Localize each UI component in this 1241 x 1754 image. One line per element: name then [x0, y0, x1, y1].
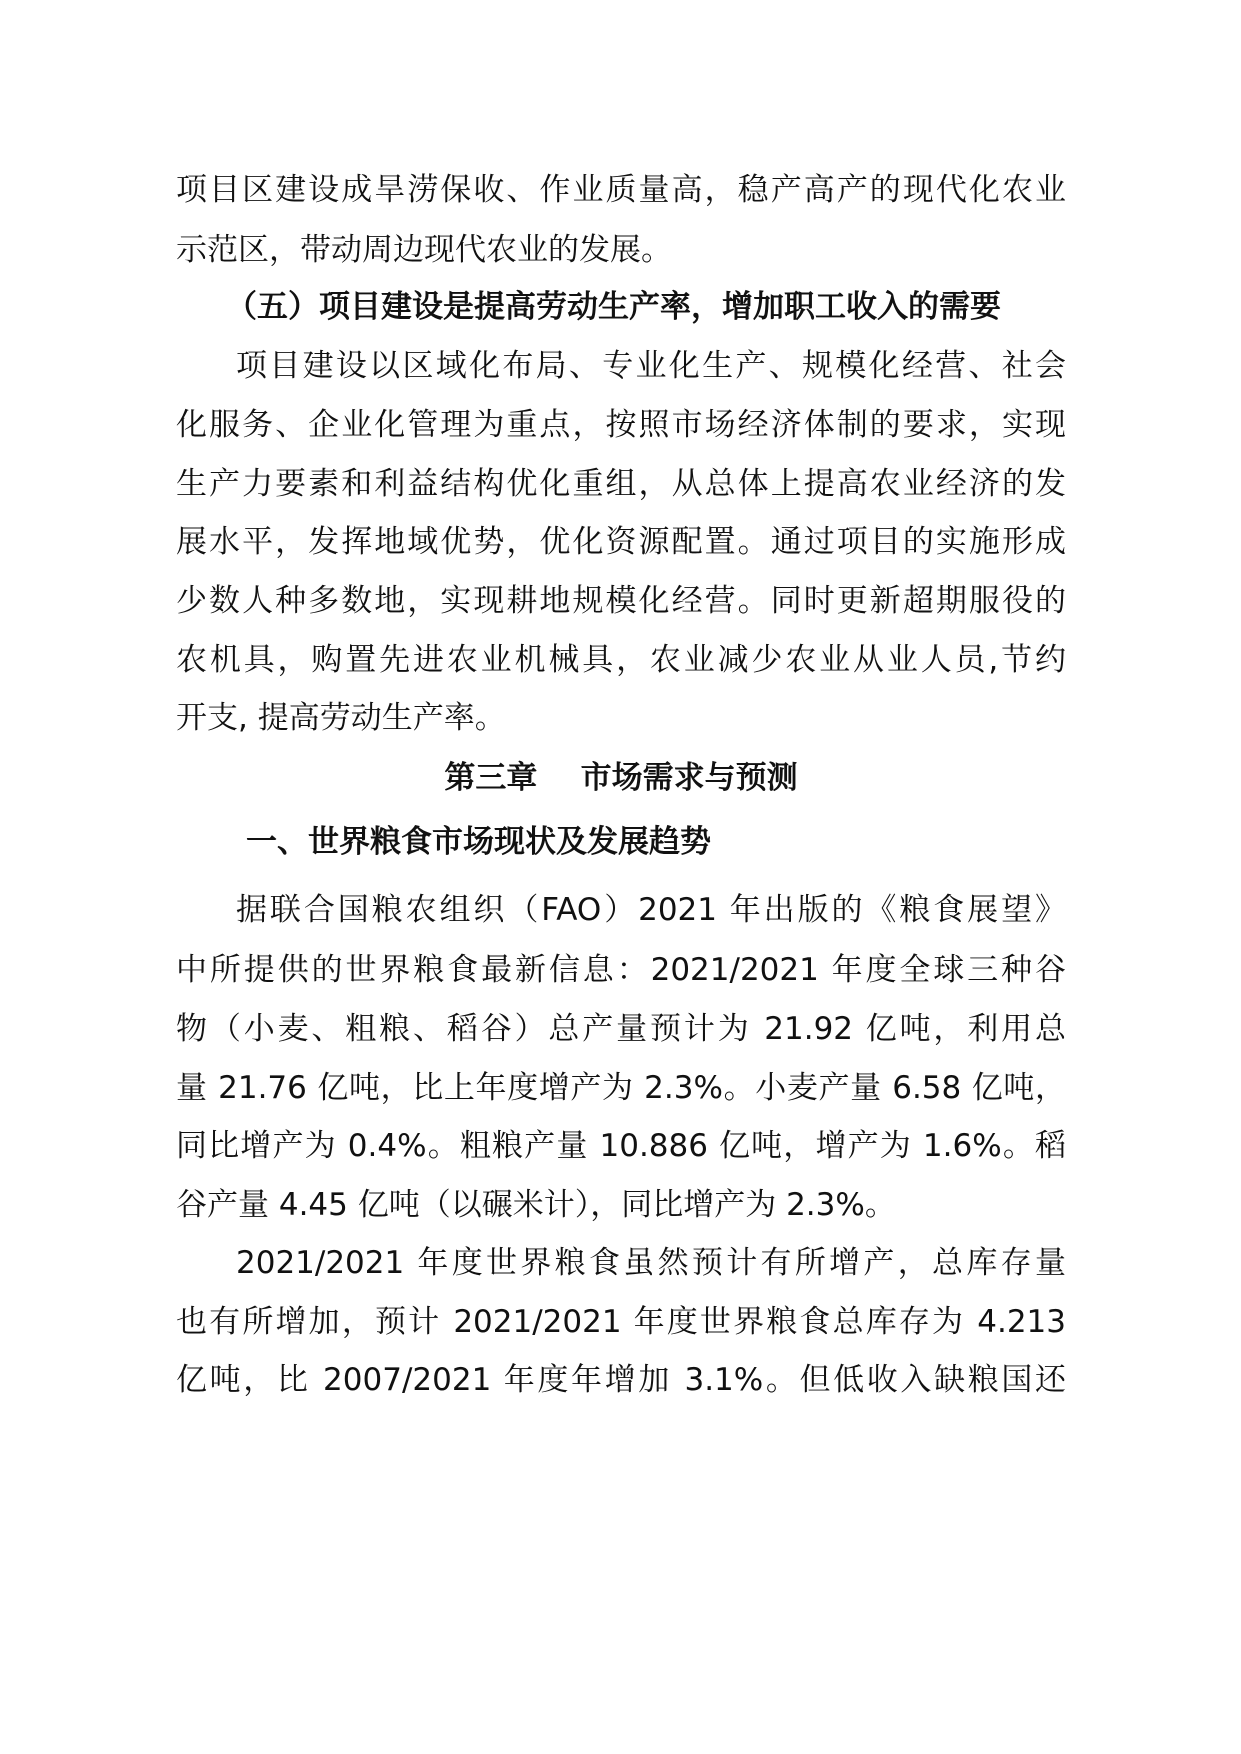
paragraph-4-line-1: 2021/2021 年度世界粮食虽然预计有所增产，总库存量 — [236, 1245, 1066, 1281]
paragraph-3-line-5: 同比增产为 0.4%。粗粮产量 10.886 亿吨，增产为 1.6%。稻 — [176, 1128, 1066, 1164]
paragraph-2-line-5: 少数人种多数地，实现耕地规模化经营。同时更新超期服役的 — [176, 583, 1066, 619]
paragraph-3-line-3: 物（小麦、粗粮、稻谷）总产量预计为 21.92 亿吨，利用总 — [176, 1011, 1066, 1047]
paragraph-2-line-3: 生产力要素和利益结构优化重组，从总体上提高农业经济的发 — [176, 466, 1066, 502]
paragraph-3-line-6: 谷产量 4.45 亿吨（以碾米计），同比增产为 2.3%。 — [176, 1187, 896, 1223]
section-title: 一、世界粮食市场现状及发展趋势 — [246, 824, 711, 860]
paragraph-2-line-1: 项目建设以区域化布局、专业化生产、规模化经营、社会 — [236, 348, 1066, 384]
paragraph-1-line-2: 示范区，带动周边现代农业的发展。 — [176, 232, 672, 268]
paragraph-4-line-3: 亿吨，比 2007/2021 年度年增加 3.1%。但低收入缺粮国还 — [176, 1362, 1066, 1398]
paragraph-1-line-1: 项目区建设成旱涝保收、作业质量高，稳产高产的现代化农业 — [176, 172, 1066, 208]
chapter-title: 第三章 市场需求与预测 — [444, 760, 798, 796]
paragraph-3-line-4: 量 21.76 亿吨，比上年度增产为 2.3%。小麦产量 6.58 亿吨， — [176, 1070, 1066, 1106]
paragraph-2-line-7: 开支, 提高劳动生产率。 — [176, 700, 506, 736]
paragraph-2-line-6: 农机具，购置先进农业机械具，农业减少农业从业人员,节约 — [176, 642, 1066, 678]
paragraph-2-line-2: 化服务、企业化管理为重点，按照市场经济体制的要求，实现 — [176, 407, 1066, 443]
paragraph-2-line-4: 展水平，发挥地域优势，优化资源配置。通过项目的实施形成 — [176, 524, 1066, 560]
subheading-5: （五）项目建设是提高劳动生产率，增加职工收入的需要 — [226, 289, 1001, 325]
paragraph-4-line-2: 也有所增加，预计 2021/2021 年度世界粮食总库存为 4.213 — [176, 1304, 1066, 1340]
paragraph-3-line-1: 据联合国粮农组织（FAO）2021 年出版的《粮食展望》 — [236, 892, 1066, 928]
paragraph-3-line-2: 中所提供的世界粮食最新信息：2021/2021 年度全球三种谷 — [176, 952, 1066, 988]
